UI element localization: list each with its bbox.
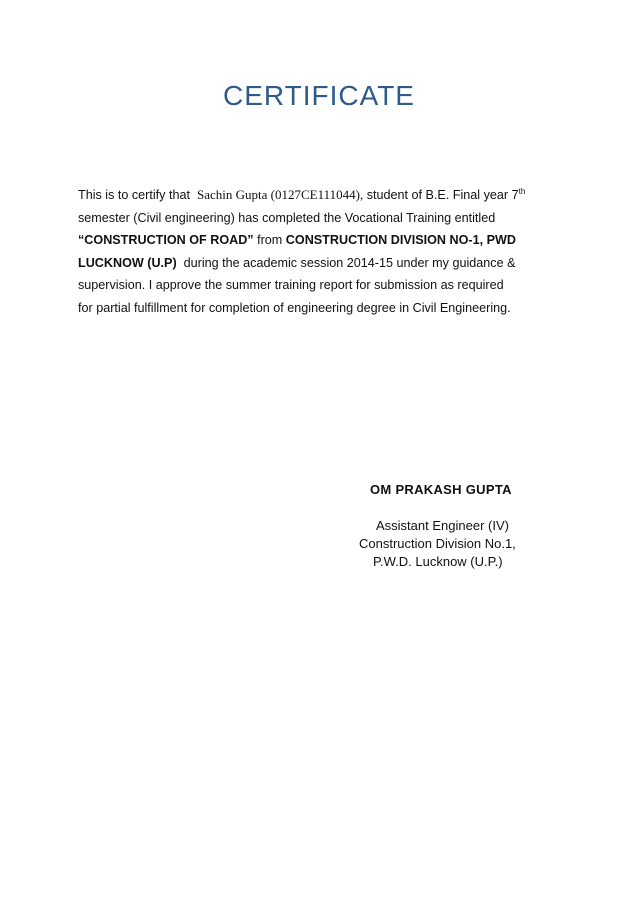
body-line-6: for partial fulfillment for completion of engineering degree in Civil Engineering. xyxy=(78,300,511,315)
line1-prefix: This is to certify that xyxy=(78,188,190,202)
line1-suffix: student of B.E. Final year 7 xyxy=(366,188,519,202)
certificate-body xyxy=(78,184,568,319)
line3-from: from xyxy=(257,233,283,247)
signatory-name: OM PRAKASH GUPTA xyxy=(370,482,512,497)
organization-part1: CONSTRUCTION DIVISION NO-1, PWD xyxy=(285,233,516,247)
certificate-title: CERTIFICATE xyxy=(223,80,415,111)
body-line-4 xyxy=(78,252,568,275)
signature-block xyxy=(352,482,552,571)
body-line-5: supervision. I approve the summer training report for submission as required xyxy=(78,278,504,292)
body-line-1 xyxy=(78,184,568,207)
student-name: Sachin Gupta (0127CE111044), xyxy=(196,187,364,202)
ordinal-suffix: th xyxy=(518,186,526,196)
signatory-address: P.W.D. Lucknow (U.P.) xyxy=(373,554,503,569)
line4-suffix: during the academic session 2014-15 under my guidance & xyxy=(183,255,516,270)
organization-part2: LUCKNOW (U.P) xyxy=(78,255,177,270)
signatory-designation: Assistant Engineer (IV) xyxy=(376,518,509,533)
body-line-2: semester (Civil engineering) has completed the Vocational Training entitled xyxy=(78,210,496,225)
body-line-3 xyxy=(78,229,568,252)
signatory-office: Construction Division No.1, xyxy=(359,536,516,551)
training-title: “CONSTRUCTION OF ROAD” xyxy=(78,233,254,247)
